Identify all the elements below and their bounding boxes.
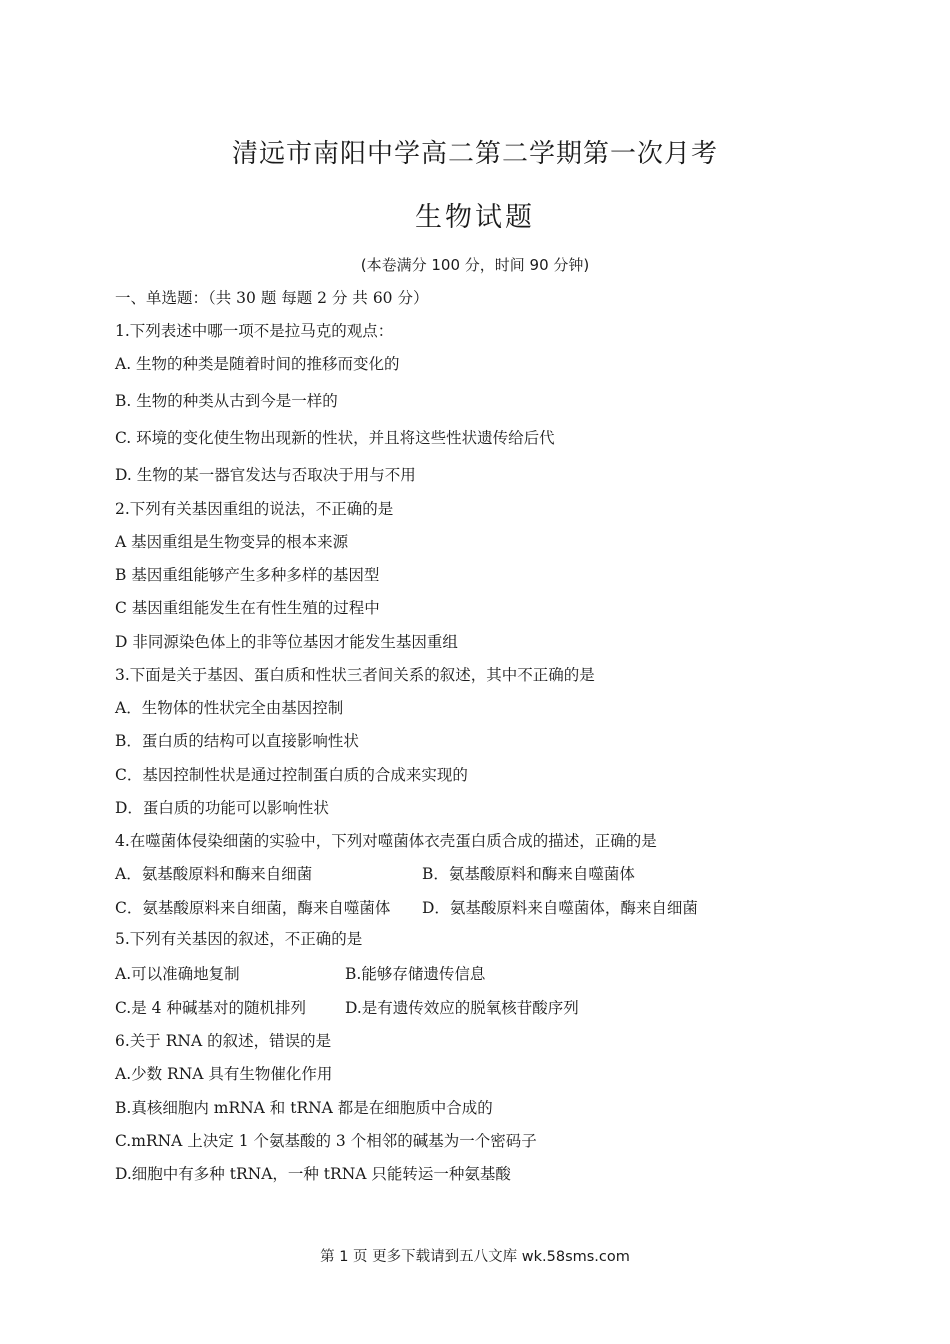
- question-6-option-b: B.真核细胞内 mRNA 和 tRNA 都是在细胞质中合成的: [115, 1099, 493, 1117]
- question-4-option-d: D．氨基酸原料来自噬菌体，酶来自细菌: [422, 899, 698, 917]
- exam-title: 清远市南阳中学高二第二学期第一次月考: [231, 139, 718, 169]
- question-3-option-a: A．生物体的性状完全由基因控制: [115, 699, 344, 717]
- question-5-option-d: D.是有遗传效应的脱氧核苷酸序列: [345, 999, 579, 1017]
- question-1-option-b: B. 生物的种类从古到今是一样的: [115, 392, 338, 410]
- question-4-option-c: C．氨基酸原料来自细菌，酶来自噬菌体: [115, 899, 391, 917]
- question-5-option-c: C.是 4 种碱基对的随机排列: [115, 999, 306, 1017]
- question-5-stem: 5.下列有关基因的叙述，不正确的是: [115, 930, 363, 948]
- question-3-option-b: B．蛋白质的结构可以直接影响性状: [115, 732, 359, 750]
- question-6-option-c: C.mRNA 上决定 1 个氨基酸的 3 个相邻的碱基为一个密码子: [115, 1132, 537, 1150]
- question-3-option-c: C．基因控制性状是通过控制蛋白质的合成来实现的: [115, 766, 468, 784]
- question-4-option-a: A．氨基酸原料和酶来自细菌: [115, 865, 313, 883]
- question-1-option-a: A. 生物的种类是随着时间的推移而变化的: [115, 355, 400, 373]
- question-6-stem: 6.关于 RNA 的叙述，错误的是: [115, 1032, 332, 1050]
- exam-info: (本卷满分 100 分，时间 90 分钟): [360, 256, 590, 274]
- question-2-option-d: D 非同源染色体上的非等位基因才能发生基因重组: [115, 633, 458, 651]
- exam-subtitle: 生物试题: [415, 202, 535, 233]
- question-6-option-a: A.少数 RNA 具有生物催化作用: [115, 1065, 333, 1083]
- question-5-option-b: B.能够存储遗传信息: [345, 965, 486, 983]
- question-5-option-a: A.可以准确地复制: [115, 965, 240, 983]
- question-2-option-a: A 基因重组是生物变异的根本来源: [115, 533, 349, 551]
- question-4-option-b: B．氨基酸原料和酶来自噬菌体: [422, 865, 635, 883]
- question-2-option-c: C 基因重组能发生在有性生殖的过程中: [115, 599, 380, 617]
- question-3-stem: 3.下面是关于基因、蛋白质和性状三者间关系的叙述，其中不正确的是: [115, 666, 595, 684]
- question-4-stem: 4.在噬菌体侵染细菌的实验中，下列对噬菌体衣壳蛋白质合成的描述，正确的是: [115, 832, 657, 850]
- section-heading: 一、单选题：（共 30 题 每题 2 分 共 60 分）: [115, 289, 429, 307]
- question-6-option-d: D.细胞中有多种 tRNA，一种 tRNA 只能转运一种氨基酸: [115, 1165, 511, 1183]
- question-3-option-d: D．蛋白质的功能可以影响性状: [115, 799, 329, 817]
- question-1-option-c: C. 环境的变化使生物出现新的性状，并且将这些性状遗传给后代: [115, 429, 555, 447]
- question-2-stem: 2.下列有关基因重组的说法，不正确的是: [115, 500, 394, 518]
- question-1-stem: 1.下列表述中哪一项不是拉马克的观点：: [115, 322, 394, 340]
- question-2-option-b: B 基因重组能够产生多种多样的基因型: [115, 566, 380, 584]
- question-1-option-d: D. 生物的某一器官发达与否取决于用与不用: [115, 466, 416, 484]
- page-footer: 第 1 页 更多下载请到五八文库 wk.58sms.com: [320, 1249, 630, 1265]
